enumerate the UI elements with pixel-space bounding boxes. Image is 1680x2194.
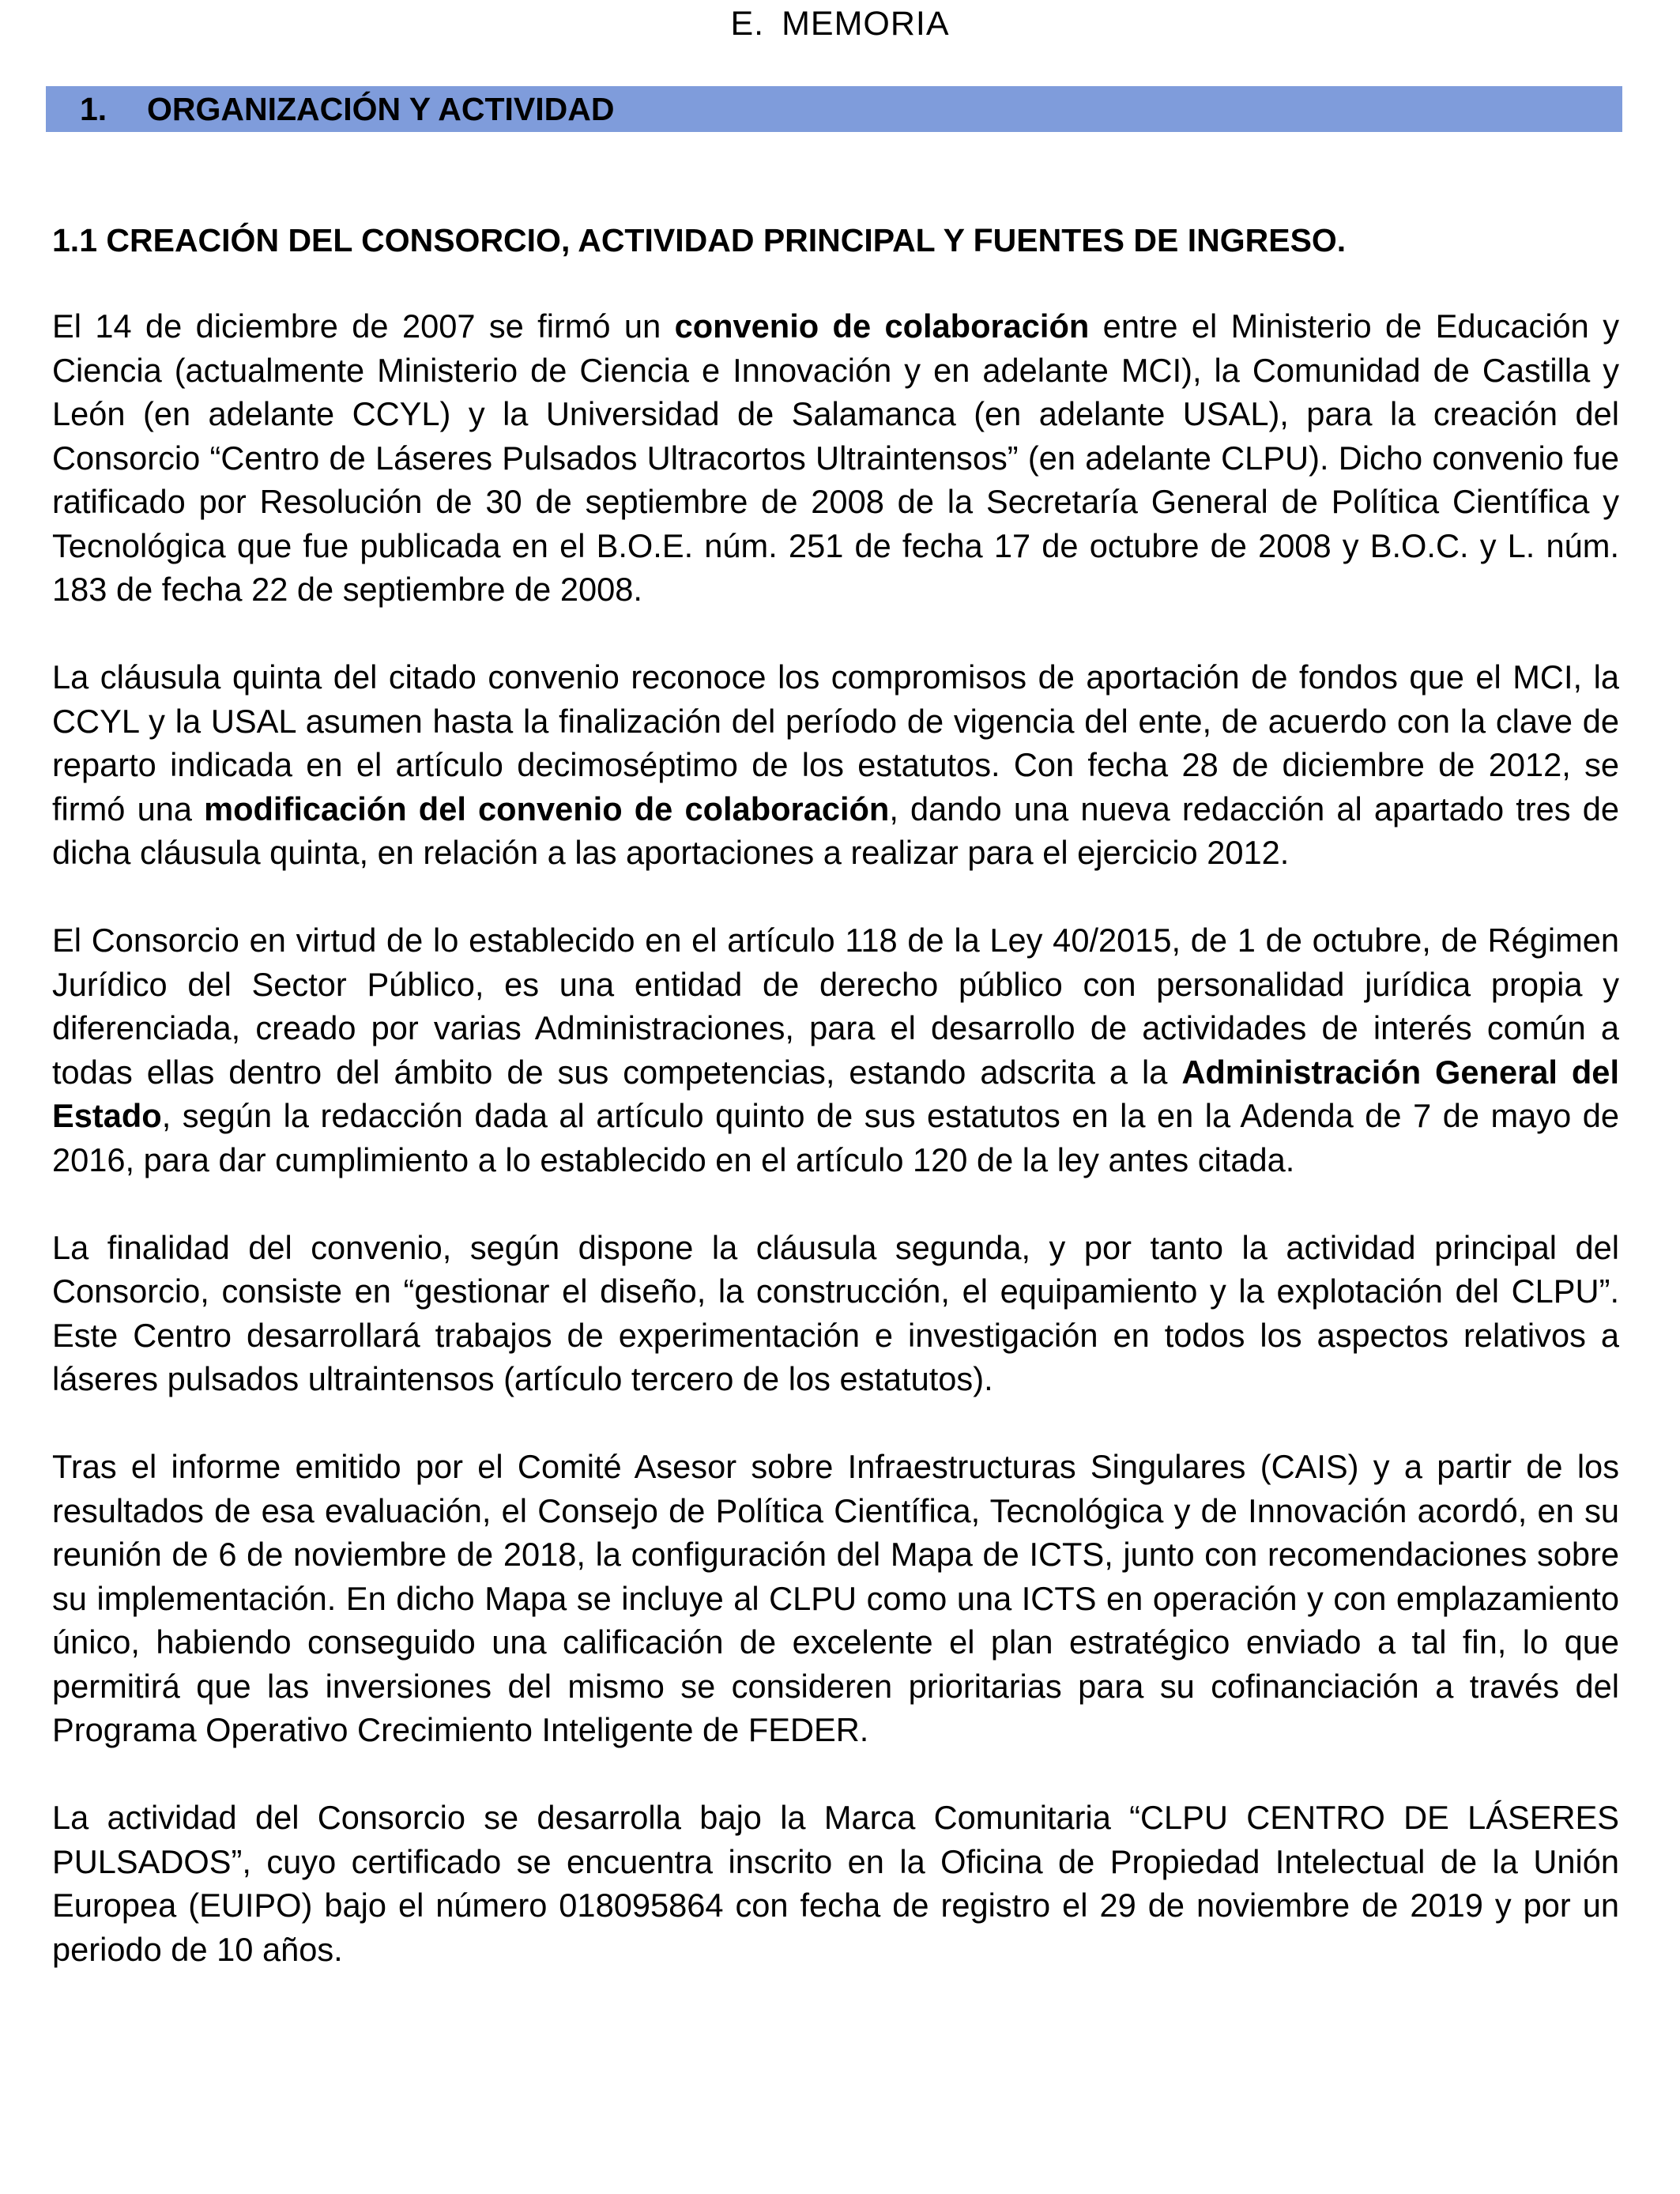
paragraph-text: El 14 de diciembre de 2007 se firmó un xyxy=(52,307,675,345)
bold-phrase: convenio de colaboración xyxy=(674,307,1090,345)
paragraph-text: entre el Ministerio de Educación y Ciencia (actualmente Ministerio de Ciencia e Innovación y en adelante MCI), la Comunidad de Castilla y León (en adelante CCYL) y la Universidad de Salamanca (en adelante USAL), para la creación del Consorcio “Centro de Láseres Pulsados Ultracortos Ultraintensos” (en adelante CLPU). Dicho convenio fue ratificado por Resolución de 30 de septiembre de 2008 de la Secretaría General de Política Científica y Tecnológica que fue publicada en el B.O.E. núm. 251 de fecha 17 de octubre de 2008 y B.O.C. y L. núm. 183 de fecha 22 de septiembre de 2008. xyxy=(52,307,1619,608)
section-title: ORGANIZACIÓN Y ACTIVIDAD xyxy=(147,91,615,127)
paragraph-clausula-quinta xyxy=(52,655,1619,875)
paragraph-text: , dando una nueva redacción al apartado tres de dicha cláusula quinta, en relación a las aportaciones a realizar para el ejercicio 2012. xyxy=(52,790,1619,871)
paragraph-regimen-juridico xyxy=(52,918,1619,1182)
document-body xyxy=(52,304,1619,2015)
paragraph-marca: La actividad del Consorcio se desarrolla bajo la Marca Comunitaria “CLPU CENTRO DE LÁSERES PULSADOS”, cuyo certificado se encuentra inscrito en la Oficina de Propiedad Intelectual de la Unión Europea (EUIPO) bajo el número 018095864 con fecha de registro el 29 de noviembre de 2019 y por un periodo de 10 años. xyxy=(52,1799,1619,1968)
bold-phrase: Administración General del Estado xyxy=(52,1053,1619,1134)
section-number: 1. xyxy=(80,91,107,127)
paragraph-finalidad: La finalidad del convenio, según dispone la cláusula segunda, y por tanto la actividad principal del Consorcio, consiste en “gestionar el diseño, la construcción, el equipamiento y la explotación del CLPU”. Este Centro desarrollará trabajos de experimentación e investigación en todos los aspectos relativos a láseres pulsados ultraintensos (artículo tercero de los estatutos). xyxy=(52,1228,1619,1397)
section-title-bar xyxy=(46,86,1622,132)
bold-phrase: modificación del convenio de colaboración xyxy=(204,790,890,827)
paragraph-text: El Consorcio en virtud de lo establecido en el artículo 118 de la Ley 40/2015, de 1 de octubre, de Régimen Jurídico del Sector Público, es una entidad de derecho público con personalidad jurídica propia y diferenciada, creado por varias Administraciones, para el desarrollo de actividades de interés común a todas ellas dentro del ámbito de sus competencias, estando adscrita a la xyxy=(52,922,1619,1091)
paragraph-convenio xyxy=(52,304,1619,612)
document-heading xyxy=(0,3,1680,44)
document-heading-title: MEMORIA xyxy=(782,5,950,43)
paragraph-text: La cláusula quinta del citado convenio reconoce los compromisos de aportación de fondos que el MCI, la CCYL y la USAL asumen hasta la finalización del período de vigencia del ente, de acuerdo con la clave de reparto indicada en el artículo decimoséptimo de los estatutos. Con fecha 28 de diciembre de 2012, se firmó una xyxy=(52,658,1619,827)
document-heading-number: E. xyxy=(730,5,765,43)
paragraph-text: , según la redacción dada al artículo quinto de sus estatutos en la en la Adenda de 7 de mayo de 2016, para dar cumplimiento a lo establecido en el artículo 120 de la ley antes citada. xyxy=(52,1097,1619,1178)
subsection-title: 1.1 CREACIÓN DEL CONSORCIO, ACTIVIDAD PRINCIPAL Y FUENTES DE INGRESO. xyxy=(52,222,1347,258)
paragraph-icts: Tras el informe emitido por el Comité Asesor sobre Infraestructuras Singulares (CAIS) y a partir de los resultados de esa evaluación, el Consejo de Política Científica, Tecnológica y de Innovación acordó, en su reunión de 6 de noviembre de 2018, la configuración del Mapa de ICTS, junto con recomendaciones sobre su implementación. En dicho Mapa se incluye al CLPU como una ICTS en operación y con emplazamiento único, habiendo conseguido una calificación de excelente el plan estratégico enviado a tal fin, lo que permitirá que las inversiones del mismo se consideren prioritarias para su cofinanciación a través del Programa Operativo Crecimiento Inteligente de FEDER. xyxy=(52,1448,1619,1748)
